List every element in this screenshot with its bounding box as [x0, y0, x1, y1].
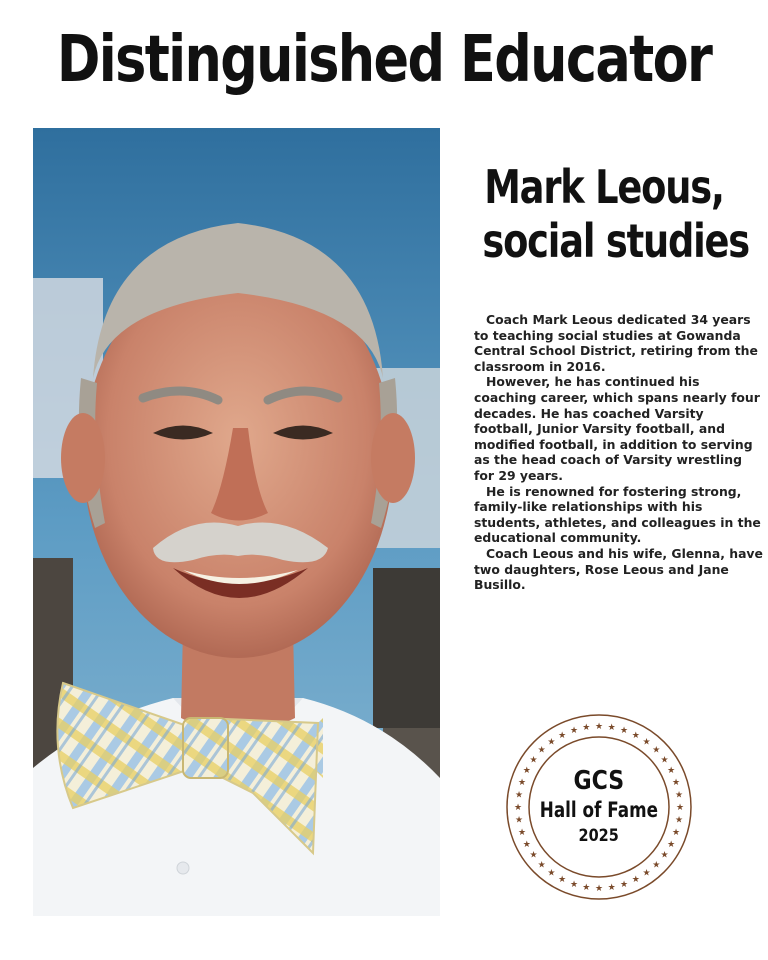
bio-paragraph: However, he has continued his coaching career, which spans nearly four decades. He has coached Varsity football, Junior Varsity football, and modified football, in addition to serving as the head coach of Varsity wrestling for 29 years. — [474, 374, 760, 483]
seal-star-icon: ★ — [514, 815, 524, 826]
seal-star-icon: ★ — [569, 726, 579, 736]
seal-star-icon: ★ — [631, 875, 640, 886]
seal-star-icon: ★ — [522, 766, 531, 777]
seal-star-icon: ★ — [652, 745, 661, 756]
seal-line-hall-of-fame: Hall of Fame — [539, 798, 659, 822]
seal-star-icon: ★ — [671, 828, 681, 838]
bio-paragraph: He is renowned for fostering strong, family-like relationships with his students, athletes, and colleagues in the educational community. — [474, 483, 761, 546]
seal-star-icon: ★ — [517, 828, 527, 838]
seal-star-icon: ★ — [607, 883, 616, 893]
headline-text: Distinguished Educator — [56, 23, 712, 97]
seal-star-icon: ★ — [607, 723, 616, 733]
bio-text — [474, 312, 764, 593]
seal-star-icon: ★ — [537, 860, 546, 871]
seal-star-icon: ★ — [514, 790, 524, 801]
seal-star-icon: ★ — [660, 755, 669, 766]
page-headline — [0, 10, 768, 110]
seal-star-icon: ★ — [558, 730, 567, 741]
seal-star-icon: ★ — [652, 860, 661, 871]
seal-star-icon: ★ — [594, 722, 604, 732]
seal-star-icon: ★ — [660, 850, 669, 861]
seal-star-icon: ★ — [631, 730, 640, 741]
seal-star-icon: ★ — [517, 778, 527, 788]
seal-star-icon: ★ — [537, 745, 546, 756]
seal-star-icon: ★ — [529, 850, 538, 861]
seal-star-icon: ★ — [619, 726, 629, 736]
seal-star-icon: ★ — [582, 883, 591, 893]
portrait-photo — [33, 128, 440, 916]
seal-star-icon: ★ — [671, 778, 681, 788]
seal-star-icon: ★ — [594, 884, 604, 894]
seal-star-icon: ★ — [675, 803, 685, 813]
seal-line-gcs: GCS — [573, 766, 625, 796]
seal-star-icon: ★ — [667, 766, 676, 777]
seal-star-icon: ★ — [569, 880, 579, 890]
seal-star-icon: ★ — [513, 803, 523, 813]
seal-star-icon: ★ — [619, 880, 629, 890]
seal-star-icon: ★ — [674, 790, 684, 801]
seal-star-icon: ★ — [674, 815, 684, 826]
seal-star-icon: ★ — [522, 839, 531, 850]
hall-of-fame-seal — [504, 712, 694, 902]
seal-star-icon: ★ — [642, 737, 651, 748]
portrait-illustration — [33, 128, 440, 916]
seal-star-icon: ★ — [529, 755, 538, 766]
seal-star-icon: ★ — [582, 723, 591, 733]
honoree-name-line1: Mark Leous, — [484, 160, 724, 214]
seal-star-icon: ★ — [642, 868, 651, 879]
seal-star-icon: ★ — [667, 839, 676, 850]
seal-star-icon: ★ — [558, 875, 567, 886]
bio-paragraph: Coach Leous and his wife, Glenna, have two daughters, Rose Leous and Jane Busillo. — [474, 545, 763, 593]
honoree-name-line2: social studies — [482, 214, 749, 268]
seal-line-year: 2025 — [578, 826, 620, 846]
honoree-name — [452, 160, 756, 268]
seal-star-icon: ★ — [547, 737, 556, 748]
seal-star-icon: ★ — [547, 868, 556, 879]
bio-paragraph: Coach Mark Leous dedicated 34 years to teaching social studies at Gowanda Central School District, retiring from the classroom in 2016. — [474, 312, 758, 374]
